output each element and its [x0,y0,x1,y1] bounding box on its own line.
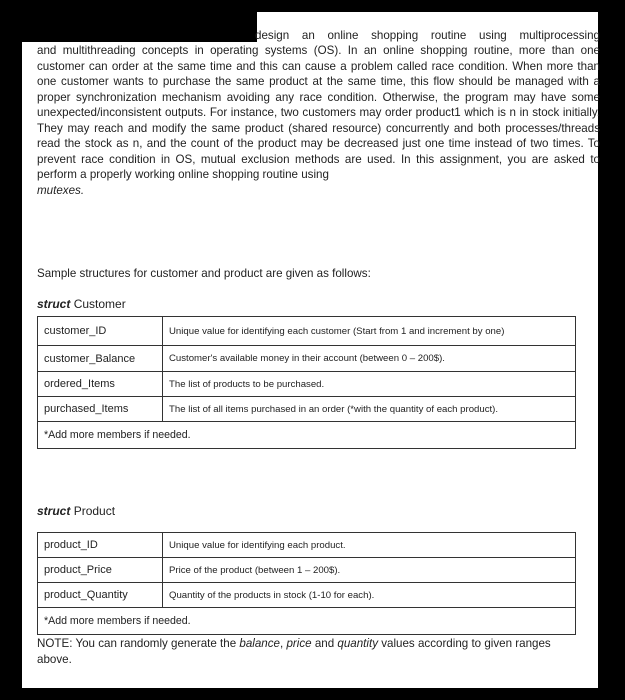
paragraph-last-word: mutexes. [37,183,85,197]
table-row-note [38,608,576,635]
field-name: purchased_Items [38,397,163,422]
field-description: The list of products to be purchased. [163,372,576,397]
table-row [38,317,576,346]
field-description: Quantity of the products in stock (1-10 for each). [163,583,576,608]
struct-name: Product [73,504,116,518]
field-description: Unique value for identifying each customer (Start from 1 and increment by one) [163,317,576,346]
note-suffix: values according to given ranges above. [37,637,551,666]
note-quantity: quantity [337,637,378,650]
paragraph-body: and multithreading concepts in operating systems (OS). In an online shopping routine, more than one customer can order at the same time and this can cause a problem called race condition. When more than one customer wants to purchase the same product at the same time, this flow should be managed with a proper synchronization mechanism avoiding any race condition. Otherwise, the program may have some unexpected/inconsistent outputs. For instance, two customers may order product1 which is n in stock initially. They may reach and modify the same product (shared resource) concurrently and both processes/threads read the stock as n, and the count of the product may be decreased just one time instead of two times. To prevent race condition in OS, mutual exclusion methods are used. In this assignment, you are asked to perform a properly working online shopping routine using [37,44,600,182]
document-page [22,12,598,688]
struct-keyword: struct [37,504,71,518]
table-row [38,372,576,397]
field-name: product_Price [38,558,163,583]
random-generation-note [37,636,582,667]
note-price: price [286,637,312,650]
note-sep: and [311,637,338,650]
note-prefix: NOTE: You can randomly generate the [37,637,240,650]
struct-name: Customer [73,297,126,311]
field-name: product_ID [38,533,163,558]
note-sep: , [280,637,287,650]
field-name: product_Quantity [38,583,163,608]
product-struct-title [37,504,115,518]
assignment-description [37,28,600,198]
note-balance: balance [239,637,280,650]
field-name: ordered_Items [38,372,163,397]
customer-struct-table [37,316,576,449]
field-description: Price of the product (between 1 – 200$). [163,558,576,583]
field-description: Customer's available money in their account (between 0 – 200$). [163,346,576,372]
struct-keyword: struct [37,297,71,311]
table-row [38,346,576,372]
field-description: The list of all items purchased in an order (*with the quantity of each product). [163,397,576,422]
add-members-note: *Add more members if needed. [38,422,576,449]
field-name: customer_Balance [38,346,163,372]
field-name: customer_ID [38,317,163,346]
first-line: design an online shopping routine using multiprocessing [255,29,600,42]
table-row [38,558,576,583]
product-struct-table [37,532,576,635]
table-row [38,533,576,558]
sample-intro: Sample structures for customer and product are given as follows: [37,267,371,280]
add-members-note: *Add more members if needed. [38,608,576,635]
customer-struct-title [37,297,126,311]
field-description: Unique value for identifying each product. [163,533,576,558]
table-row [38,397,576,422]
table-row [38,583,576,608]
table-row-note [38,422,576,449]
